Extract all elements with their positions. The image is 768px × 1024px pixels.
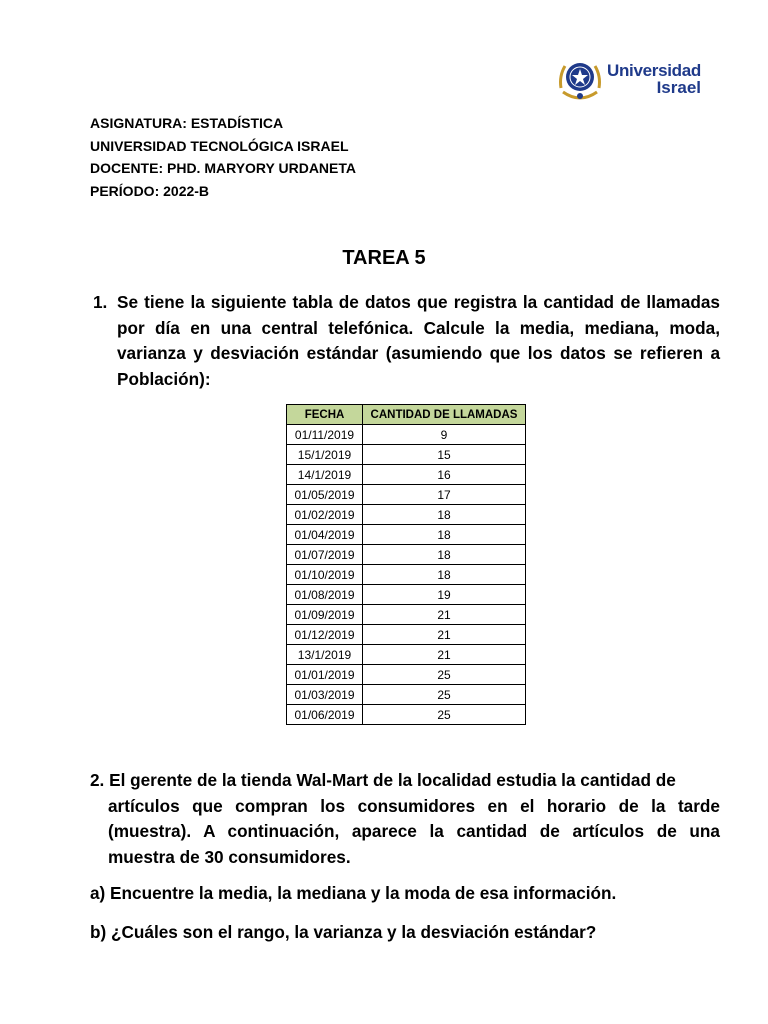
cell-fecha: 01/11/2019 bbox=[287, 425, 363, 445]
logo-line-1: Universidad bbox=[607, 61, 702, 80]
table-row bbox=[287, 665, 526, 685]
cell-cantidad: 21 bbox=[363, 645, 526, 665]
cell-cantidad: 18 bbox=[363, 525, 526, 545]
cell-fecha: 01/10/2019 bbox=[287, 565, 363, 585]
table-row bbox=[287, 465, 526, 485]
table-header-row bbox=[287, 405, 526, 425]
cell-cantidad: 18 bbox=[363, 545, 526, 565]
table-row bbox=[287, 605, 526, 625]
cell-cantidad: 9 bbox=[363, 425, 526, 445]
cell-cantidad: 18 bbox=[363, 565, 526, 585]
cell-fecha: 01/12/2019 bbox=[287, 625, 363, 645]
cell-fecha: 01/02/2019 bbox=[287, 505, 363, 525]
cell-fecha: 01/06/2019 bbox=[287, 705, 363, 725]
table-row bbox=[287, 705, 526, 725]
page-title: TAREA 5 bbox=[342, 247, 426, 269]
cell-fecha: 01/07/2019 bbox=[287, 545, 363, 565]
logo-wordmark bbox=[607, 62, 701, 96]
cell-fecha: 01/01/2019 bbox=[287, 665, 363, 685]
table-row bbox=[287, 545, 526, 565]
cell-fecha: 01/09/2019 bbox=[287, 605, 363, 625]
cell-cantidad: 25 bbox=[363, 685, 526, 705]
header-docente: DOCENTE: PHD. MARYORY URDANETA bbox=[90, 160, 357, 176]
table-row bbox=[287, 625, 526, 645]
cell-cantidad: 17 bbox=[363, 485, 526, 505]
cell-fecha: 15/1/2019 bbox=[287, 445, 363, 465]
cell-fecha: 01/05/2019 bbox=[287, 485, 363, 505]
cell-fecha: 13/1/2019 bbox=[287, 645, 363, 665]
question-2-text: artículos que compran los consumidores en el horario de la tarde (muestra). A continuación, aparece la cantidad de artículos de una muestra de 30 consumidores. bbox=[108, 795, 720, 867]
cell-cantidad: 25 bbox=[363, 665, 526, 685]
cell-fecha: 01/04/2019 bbox=[287, 525, 363, 545]
cell-cantidad: 16 bbox=[363, 465, 526, 485]
table-row bbox=[287, 565, 526, 585]
table-row bbox=[287, 525, 526, 545]
calls-table bbox=[286, 404, 526, 725]
cell-fecha: 01/08/2019 bbox=[287, 585, 363, 605]
table-row bbox=[287, 585, 526, 605]
cell-fecha: 14/1/2019 bbox=[287, 465, 363, 485]
table-row bbox=[287, 685, 526, 705]
question-2-first-line: 2. El gerente de la tienda Wal-Mart de la localidad estudia la cantidad de bbox=[90, 770, 676, 790]
question-2 bbox=[90, 768, 720, 870]
cell-fecha: 01/03/2019 bbox=[287, 685, 363, 705]
question-2-part-b: b) ¿Cuáles son el rango, la varianza y la desviación estándar? bbox=[90, 922, 597, 942]
question-1-number: 1. bbox=[93, 292, 108, 312]
table-row bbox=[287, 505, 526, 525]
header-universidad: UNIVERSIDAD TECNOLÓGICA ISRAEL bbox=[90, 137, 349, 154]
cell-cantidad: 21 bbox=[363, 625, 526, 645]
cell-cantidad: 21 bbox=[363, 605, 526, 625]
header-periodo: PERÍODO: 2022-B bbox=[90, 182, 210, 199]
logo-line-2: Israel bbox=[656, 78, 702, 97]
column-header-cantidad: CANTIDAD DE LLAMADAS bbox=[363, 405, 526, 425]
cell-cantidad: 25 bbox=[363, 705, 526, 725]
question-1 bbox=[93, 290, 720, 392]
document-header bbox=[90, 112, 356, 202]
table-row bbox=[287, 445, 526, 465]
table-row bbox=[287, 645, 526, 665]
cell-cantidad: 19 bbox=[363, 585, 526, 605]
question-2-part-a: a) Encuentre la media, la mediana y la moda de esa información. bbox=[90, 883, 617, 903]
university-logo bbox=[555, 54, 701, 104]
cell-cantidad: 18 bbox=[363, 505, 526, 525]
question-1-text: Se tiene la siguiente tabla de datos que registra la cantidad de llamadas por día en una central telefónica. Calcule la media, mediana, moda, varianza y desviación estándar (asumiendo que los datos se refieren a Población): bbox=[117, 292, 720, 389]
cell-cantidad: 15 bbox=[363, 445, 526, 465]
table-row bbox=[287, 485, 526, 505]
column-header-fecha: FECHA bbox=[287, 405, 363, 425]
table-row bbox=[287, 425, 526, 445]
university-seal-icon bbox=[555, 54, 605, 104]
header-asignatura: ASIGNATURA: ESTADÍSTICA bbox=[90, 115, 284, 131]
